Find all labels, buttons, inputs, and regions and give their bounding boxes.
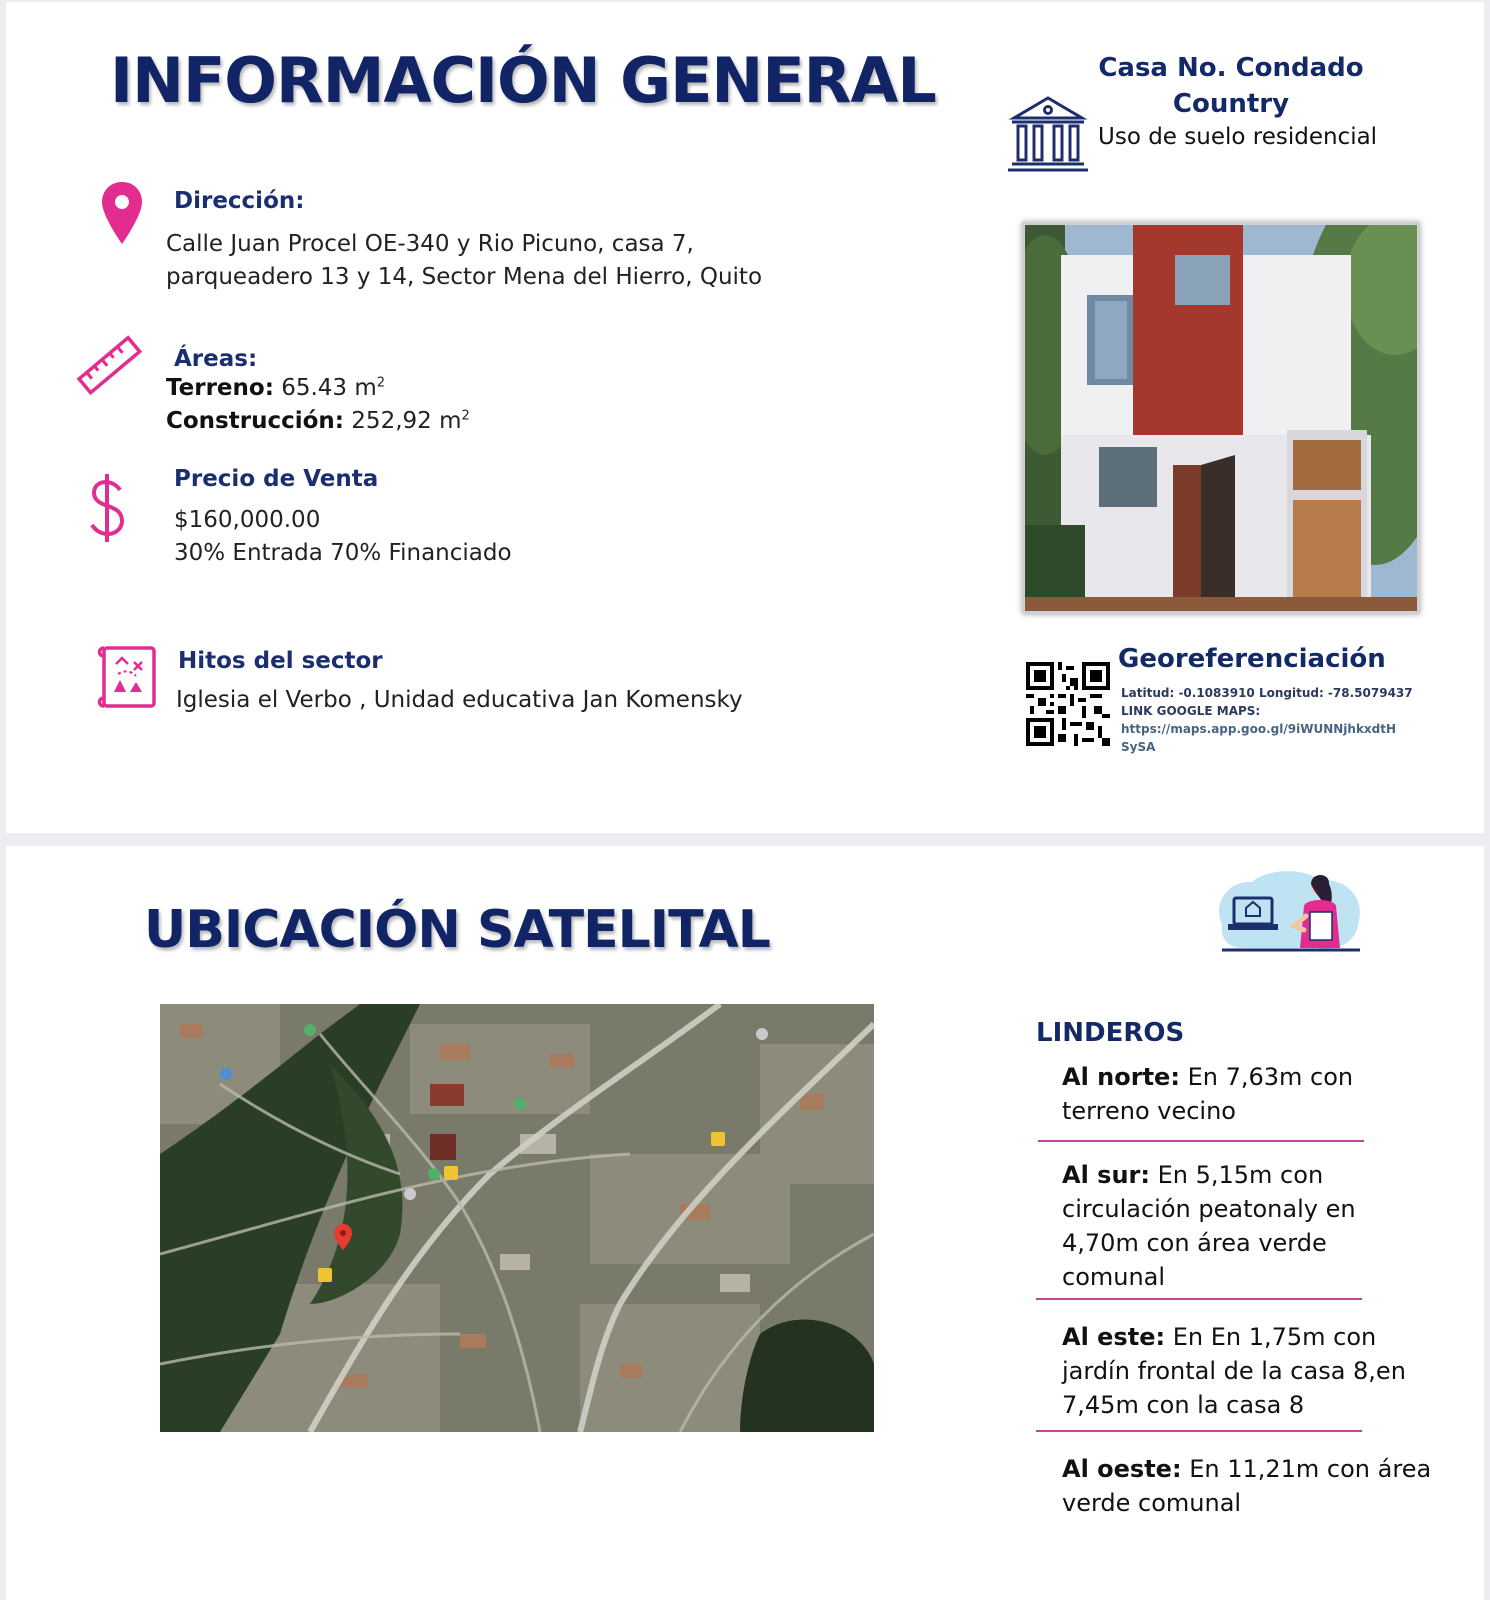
lindero-oeste-dir: Al oeste:: [1062, 1455, 1182, 1483]
property-name-line1: Casa No. Condado: [1098, 53, 1364, 83]
linderos-title: LINDEROS: [1036, 1018, 1185, 1048]
price-value: $160,000.00: [174, 507, 321, 533]
building-icon: [1006, 94, 1090, 178]
lindero-sur-text-3: 4,70m con área verde: [1062, 1229, 1327, 1257]
lindero-este-text-3: 7,45m con la casa 8: [1062, 1391, 1305, 1419]
info-slide: [6, 2, 1484, 833]
geo-link-line1[interactable]: https://maps.app.goo.gl/9iWUNNjhkxdtH: [1121, 722, 1397, 736]
lindero-norte-text-2: terreno vecino: [1062, 1097, 1236, 1125]
satellite-slide: [6, 846, 1484, 1600]
address-line2: parqueadero 13 y 14, Sector Mena del Hierro, Quito: [166, 264, 763, 290]
terreno-label: Terreno:: [166, 375, 274, 401]
lindero-separator: [1038, 1140, 1364, 1142]
lindero-oeste-text-2: verde comunal: [1062, 1489, 1242, 1517]
lindero-norte-text-1: En 7,63m con: [1187, 1063, 1354, 1091]
terreno-exponent: 2: [376, 375, 386, 391]
satellite-map[interactable]: [160, 1004, 874, 1432]
construccion-label: Construcción:: [166, 408, 344, 434]
price-terms: 30% Entrada 70% Financiado: [174, 540, 512, 566]
lindero-separator: [1036, 1298, 1362, 1300]
lindero-sur-dir: Al sur:: [1062, 1161, 1150, 1189]
lindero-sur-text-4: comunal: [1062, 1263, 1166, 1291]
construccion-row: [166, 405, 766, 438]
landmarks-label: Hitos del sector: [178, 648, 383, 674]
lindero-norte: [1062, 1060, 1442, 1128]
land-use: Uso de suelo residencial: [1098, 124, 1378, 150]
geo-coords: Latitud: -0.1083910 Longitud: -78.5079437: [1121, 686, 1413, 700]
agent-illustration: [1208, 864, 1368, 960]
map-icon: [96, 642, 160, 712]
lindero-este-dir: Al este:: [1062, 1323, 1166, 1351]
info-title: INFORMACIÓN GENERAL: [110, 44, 936, 117]
geo-link-line2[interactable]: SySA: [1121, 740, 1156, 754]
areas-label: Áreas:: [174, 346, 258, 372]
address-line1: Calle Juan Procel OE-340 y Rio Picuno, casa 7,: [166, 231, 694, 257]
construccion-exponent: 2: [461, 408, 470, 424]
lindero-sur: [1062, 1158, 1442, 1294]
house-photo: [1022, 222, 1420, 614]
location-pin-icon: [100, 180, 144, 248]
lindero-norte-dir: Al norte:: [1062, 1063, 1180, 1091]
ruler-icon: [76, 332, 144, 400]
qr-code: [1026, 662, 1110, 746]
lindero-sur-text-1: En 5,15m con: [1157, 1161, 1324, 1189]
lindero-este-text-1: En En 1,75m con: [1172, 1323, 1377, 1351]
address-label: Dirección:: [174, 188, 305, 214]
lindero-este-text-2: jardín frontal de la casa 8,en: [1062, 1357, 1406, 1385]
lindero-oeste: [1062, 1452, 1442, 1520]
dollar-icon: [86, 472, 130, 544]
lindero-oeste-text-1: En 11,21m con área: [1189, 1455, 1432, 1483]
landmarks-value: Iglesia el Verbo , Unidad educativa Jan Komensky: [176, 687, 743, 713]
terreno-row: [166, 372, 766, 405]
geo-link-label: LINK GOOGLE MAPS:: [1121, 704, 1261, 718]
terreno-value: 65.43 m: [281, 375, 377, 401]
property-name-line2: Country: [1172, 89, 1290, 119]
lindero-sur-text-2: circulación peatonaly en: [1062, 1195, 1356, 1223]
geo-link[interactable]: [1121, 720, 1451, 756]
lindero-separator: [1036, 1430, 1362, 1432]
lindero-este: [1062, 1320, 1442, 1422]
price-label: Precio de Venta: [174, 466, 379, 492]
construccion-value: 252,92 m: [351, 408, 462, 434]
satellite-title: UBICACIÓN SATELITAL: [144, 900, 770, 960]
geo-title: Georeferenciación: [1118, 644, 1386, 674]
